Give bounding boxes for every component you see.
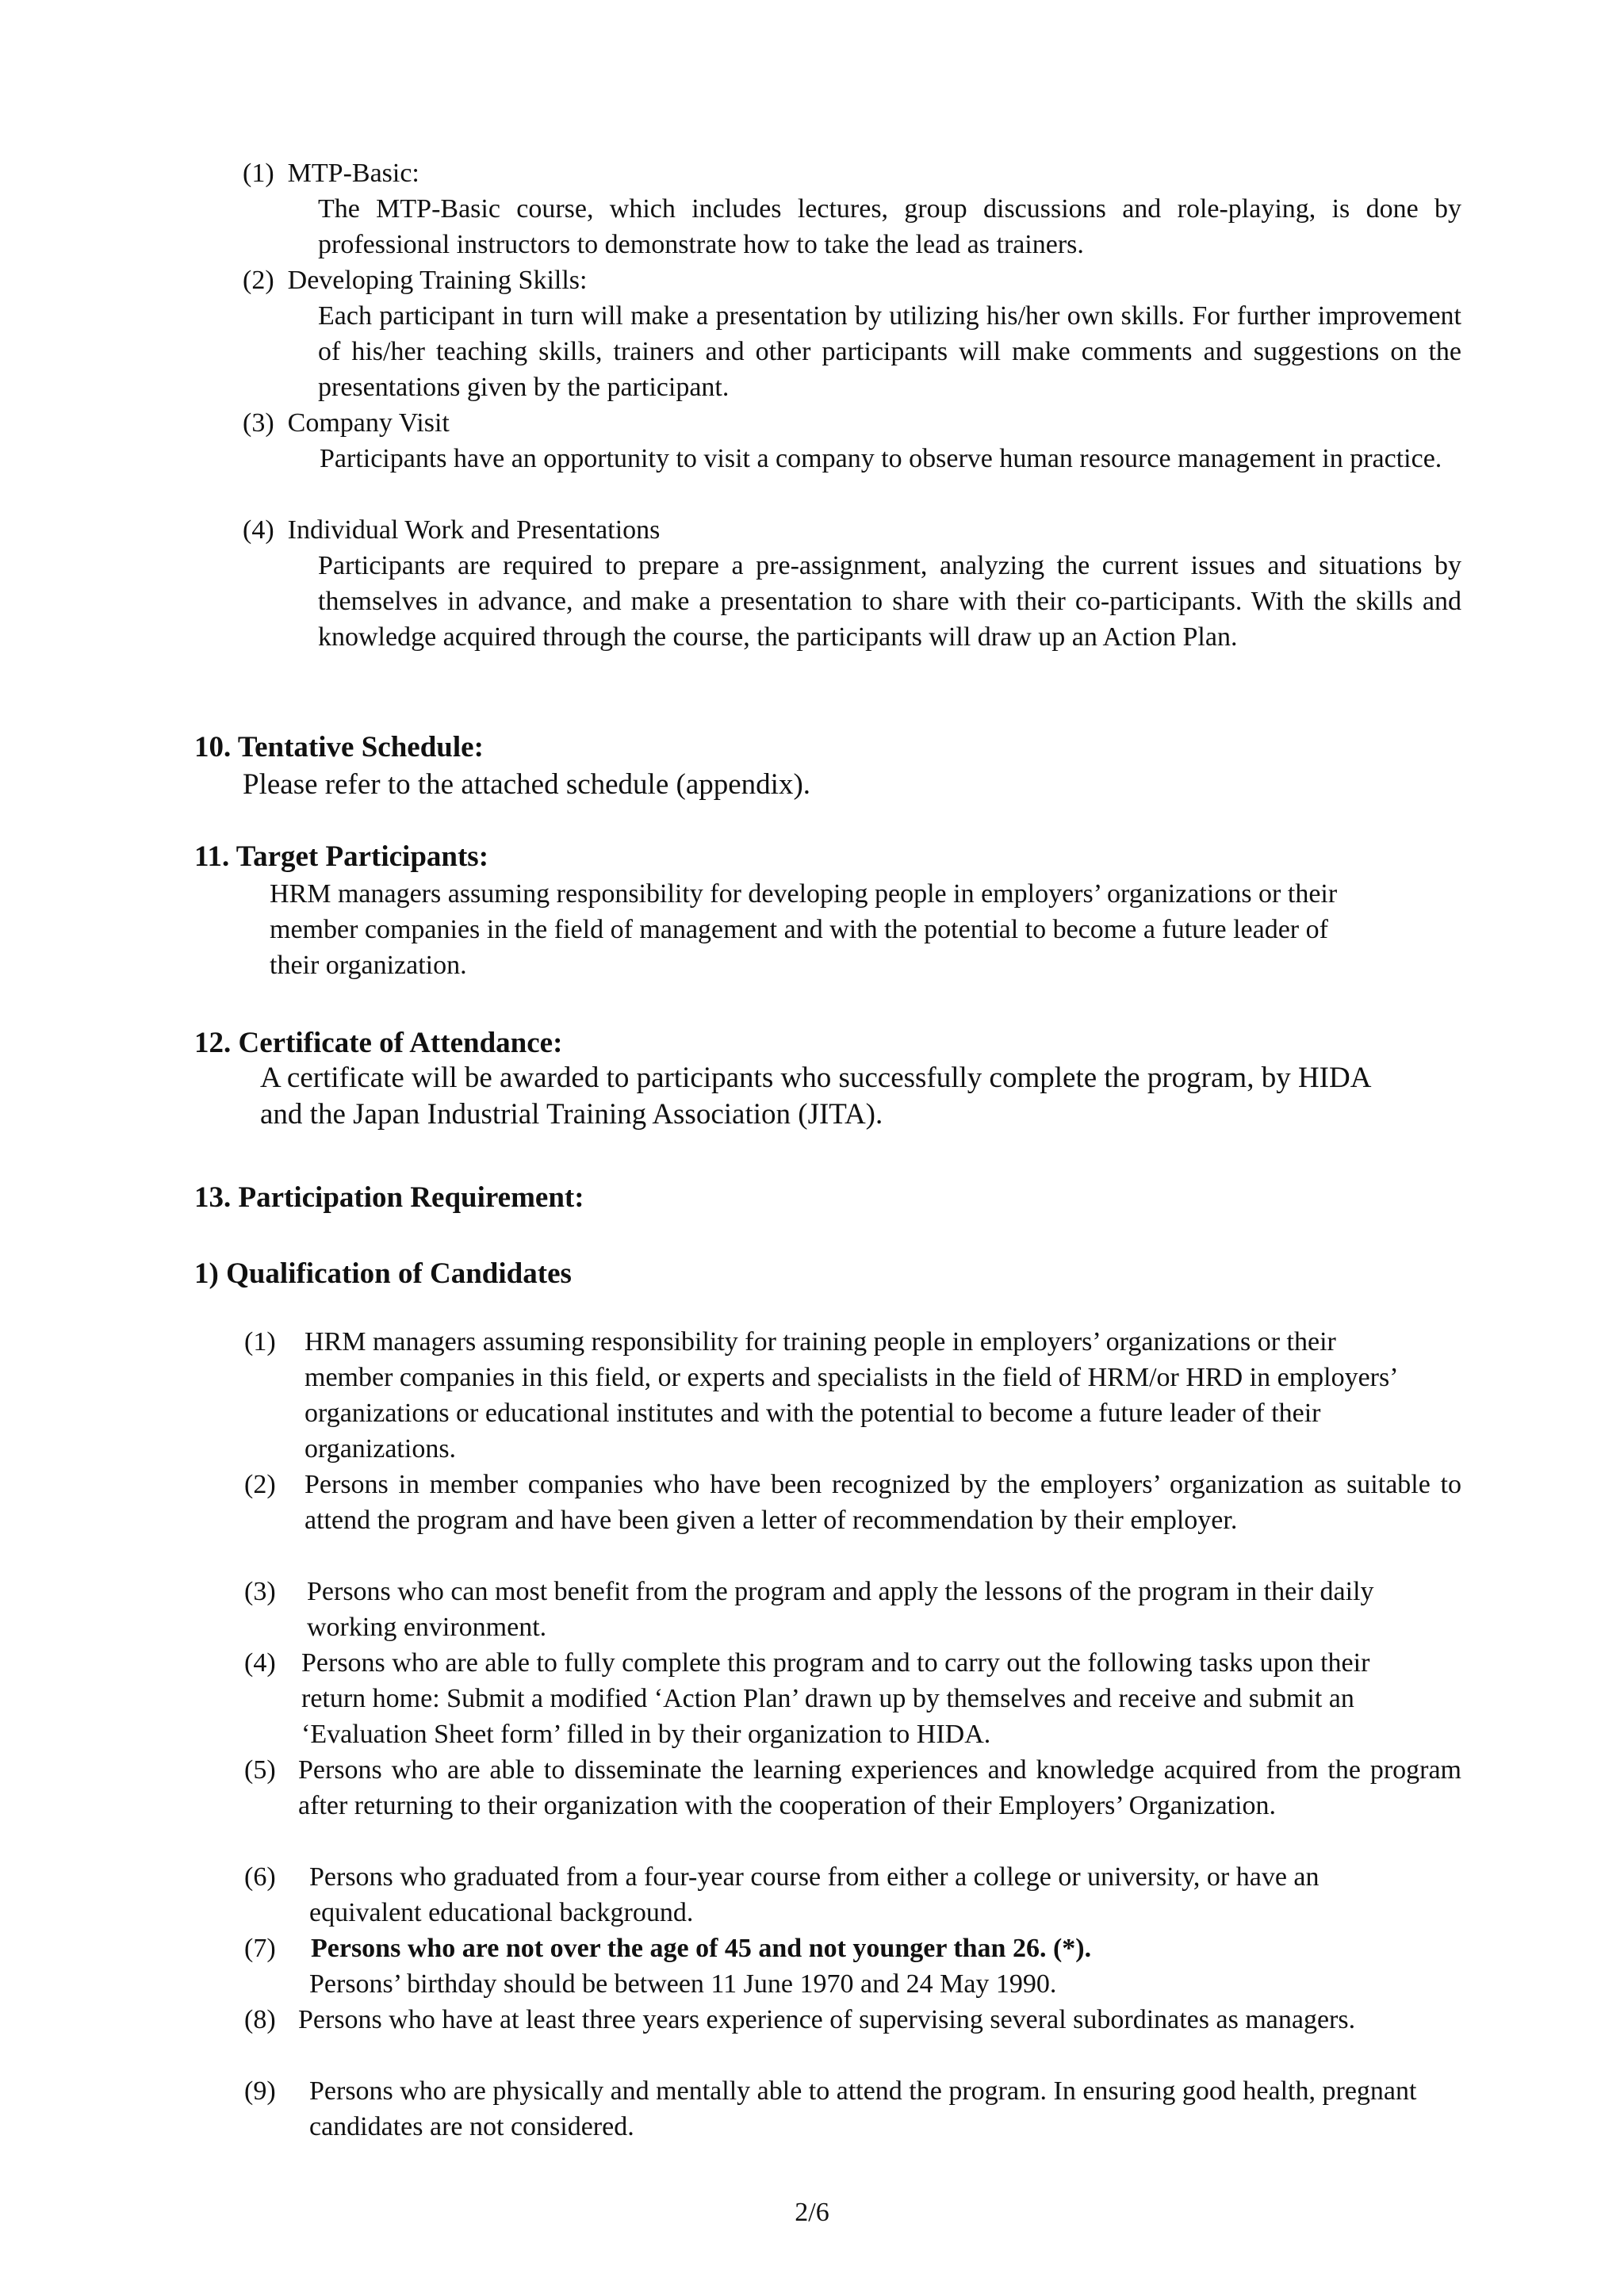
page-number: 2/6: [795, 2198, 829, 2227]
qual-7-birthday: Persons’ birthday should be between 11 June 1970 and 24 May 1990.: [309, 1969, 1057, 1999]
section-12-heading: 12. Certificate of Attendance:: [194, 1027, 563, 1059]
method-4-label: (4) Individual Work and Presentations: [243, 515, 661, 545]
section-13-heading: 13. Participation Requirement:: [194, 1181, 584, 1214]
qual-3-num: (3): [244, 1577, 276, 1606]
qual-9-text: Persons who are physically and mentally able to attend the program. In ensuring good health, pregnant candidates are not considered.: [309, 2076, 1417, 2141]
qual-8-num: (8): [244, 2005, 276, 2034]
method-2-label: (2) Developing Training Skills:: [243, 266, 588, 295]
qual-7-num: (7): [244, 1934, 276, 1963]
method-1-label: (1) MTP-Basic:: [243, 159, 419, 188]
section-11-heading: 11. Target Participants:: [194, 840, 489, 873]
section-10-heading: 10. Tentative Schedule:: [194, 731, 484, 763]
method-2-text: Each participant in turn will make a presentation by utilizing his/her own skills. For further improvement of his/her teaching skills, trainers and other participants will make comments and suggestions on the presentations given by the participant.: [318, 301, 1461, 402]
qual-2-num: (2): [244, 1470, 276, 1499]
qual-9-num: (9): [244, 2076, 276, 2106]
qual-5-text: Persons who are able to disseminate the learning experiences and knowledge acquired from the program after returning to their organization with the cooperation of their Employers’ Organization.: [298, 1755, 1461, 1820]
qual-7-text: Persons who are not over the age of 45 and not younger than 26. (*).: [311, 1934, 1092, 1963]
qual-4-num: (4): [244, 1648, 276, 1678]
qual-5-num: (5): [244, 1755, 276, 1785]
section-12-body: A certificate will be awarded to participants who successfully complete the program, by HIDA and the Japan Industrial Training Association (JITA).: [260, 1062, 1370, 1131]
section-11-body: HRM managers assuming responsibility for developing people in employers’ organizations or their member companies in the field of management and with the potential to become a future leader of their organization.: [270, 879, 1338, 980]
method-3-text: Participants have an opportunity to visit a company to observe human resource management in practice.: [320, 444, 1442, 473]
method-4-text: Participants are required to prepare a pre-assignment, analyzing the current issues and situations by themselves in advance, and make a presentation to share with their co-participants. With the skills and knowledge acquired through the course, the participants will draw up an Action Plan.: [318, 551, 1461, 652]
qualification-subheading: 1) Qualification of Candidates: [194, 1257, 572, 1290]
qual-1-num: (1): [244, 1327, 276, 1357]
section-10-body: Please refer to the attached schedule (appendix).: [243, 768, 811, 801]
qual-6-num: (6): [244, 1862, 276, 1892]
qual-8-text: Persons who have at least three years experience of supervising several subordinates as managers.: [298, 2005, 1356, 2034]
qual-1-text: HRM managers assuming responsibility for training people in employers’ organizations or their member companies in this field, or experts and specialists in the field of HRM/or HRD in employers’ organizations or educational institutes and with the potential to become a future leader of their organizations.: [304, 1327, 1397, 1464]
qual-6-text: Persons who graduated from a four-year course from either a college or university, or have an equivalent educational background.: [309, 1862, 1320, 1927]
qual-2-text: Persons in member companies who have been recognized by the employers’ organization as suitable to attend the program and have been given a letter of recommendation by their employer.: [304, 1470, 1461, 1535]
qual-3-text: Persons who can most benefit from the program and apply the lessons of the program in their daily working environment.: [307, 1577, 1374, 1642]
qual-4-text: Persons who are able to fully complete this program and to carry out the following tasks upon their return home: Submit a modified ‘Action Plan’ drawn up by themselves and receive and submit an ‘Evaluation Sheet form’ filled in by their organization to HIDA.: [301, 1648, 1370, 1749]
method-3-label: (3) Company Visit: [243, 408, 450, 438]
method-1-text: The MTP-Basic course, which includes lectures, group discussions and role-playing, is done by professional instructors to demonstrate how to take the lead as trainers.: [318, 194, 1461, 259]
